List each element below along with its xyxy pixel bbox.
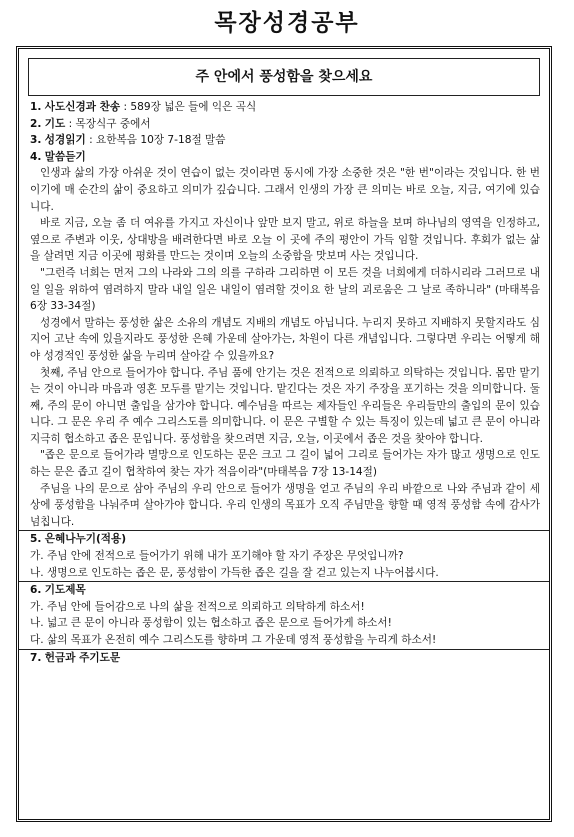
section-title: 은혜나누기(적용) [44, 533, 127, 546]
section-value: : 589장 넓은 들에 익은 곡식 [120, 101, 257, 113]
message-paragraph: 주님을 나의 문으로 삼아 주님의 우리 안으로 들어가 생명을 얻고 주님의 우리 바깥으로 나와 주님과 같이 세상에 풍성함을 나눠주며 살아가야 합니다. 우리 인생의 목표가 오직 주님만을 향할 때 영적 풍성함 속에 감사가 넘칩니다. [30, 482, 540, 528]
list-item: 나. 생명으로 인도하는 좁은 문, 풍성함이 가득한 좁은 길을 잘 걷고 있는지 나누어봅시다. [30, 566, 439, 579]
section-message-heading [30, 149, 540, 166]
application-questions [30, 548, 540, 581]
section-number: 2. [30, 117, 42, 130]
page-title: 목장성경공부 [214, 10, 360, 36]
section-title: 기도 [44, 117, 66, 130]
list-item: 가. 주님 안에 전적으로 들어가기 위해 내가 포기해야 할 자기 주장은 무엇입니까? [30, 550, 404, 563]
message-paragraph: 바로 지금, 오늘 좀 더 여유를 가지고 자신이나 앞만 보지 말고, 위로 하늘을 보며 하나님의 영역을 인정하고, 옆으로 주변과 이웃, 상대방을 배려한다면 바로 오늘 이 곳에 주의 평안이 가득 임할 것입니다. 후회가 없는 삶을 살려면 지금 이곳에 평화를 만드는 것이며 오늘의 소중함을 맛보며 사는 것입니다. [30, 217, 540, 263]
study-content [30, 99, 540, 666]
section-title: 말씀듣기 [44, 150, 86, 163]
sermon-title-box [28, 58, 540, 96]
section-number: 3. [30, 134, 42, 147]
section-number: 7. [30, 651, 42, 664]
section-number: 5. [30, 533, 42, 546]
scripture-quote: "좁은 문으로 들어가라 멸망으로 인도하는 문은 크고 그 길이 넓어 그리로 들어가는 자가 많고 생명으로 인도하는 문은 좁고 길이 협착하여 찾는 자가 적음이라"(마태복음 7장 13-14절) [30, 449, 540, 479]
section-title: 기도제목 [44, 584, 86, 597]
section-application-heading [30, 531, 540, 548]
section-number: 6. [30, 584, 42, 597]
section-title: 성경읽기 [44, 134, 86, 147]
study-sheet-frame [16, 46, 552, 822]
prayer-topics [30, 599, 540, 649]
message-paragraph: 성경에서 말하는 풍성한 삶은 소유의 개념도 지배의 개념도 아닙니다. 누리지 못하고 지배하지 못할지라도 심지어 고난 속에 있을지라도 풍성한 은혜 가운데 살아가는, 차원이 다른 개념입니다. 그렇다면 우리는 어떻게 해야 성경적인 풍성한 삶을 누리며 살아갈 수 있을까요? [30, 316, 540, 362]
list-item: 나. 넓고 큰 문이 아니라 풍성함이 있는 협소하고 좁은 문으로 들어가게 하소서! [30, 617, 392, 630]
section-number: 1. [30, 101, 42, 113]
section-scripture-reading [30, 132, 540, 149]
section-offering-heading [30, 650, 540, 667]
section-title: 헌금과 주기도문 [44, 651, 121, 664]
section-value: : 목장식구 중에서 [65, 117, 151, 130]
list-item: 가. 주님 안에 들어감으로 나의 삶을 전적으로 의뢰하고 의탁하게 하소서! [30, 600, 365, 613]
section-prayer-leader [30, 116, 540, 133]
section-title: 사도신경과 찬송 [44, 101, 121, 113]
scripture-quote: "그런즉 너희는 먼저 그의 나라와 그의 의를 구하라 그리하면 이 모든 것을 너희에게 더하시리라 그러므로 내일 일을 위하여 염려하지 말라 내일 일은 내일이 염려할 것이요 한 날의 괴로움은 그 날로 족하니라" (마태복음 6장 33-34절) [30, 266, 540, 313]
section-value: : 요한복음 10장 7-18절 말씀 [85, 134, 226, 147]
message-paragraph: 첫째, 주님 안으로 들어가야 합니다. 주님 품에 안기는 것은 전적으로 의뢰하고 의탁하는 것입니다. 몸만 맡기는 것이 아니라 마음과 영혼 모두를 맡기는 것입니다. 맡긴다는 것은 자기 주장을 포기하는 것을 의미합니다. 둘째, 주의 문이 아니면 출입을 삼가야 합니다. 예수님을 따르는 제자들인 우리들은 우리들만의 출입의 문이 있습니다. 그 문은 우리 주 예수 그리스도를 의미합니다. 이 문은 구별할 수 있는 특징이 있는데 넓고 큰 문이 아니라 지극히 협소하고 좁은 문입니다. 풍성함을 찾으려면 지금, 오늘, 이곳에서 좁은 것을 찾아야 합니다. [30, 366, 540, 445]
message-paragraph: 인생과 삶의 가장 아쉬운 것이 연습이 없는 것이라면 동시에 가장 소중한 것은 "한 번"이라는 것입니다. 한 번 이기에 매 순간의 삶이 중요하고 의미가 깊습니다. 그래서 인생의 가장 큰 의미는 바로 오늘, 지금, 여기에 있습니다. [30, 167, 540, 213]
section-prayer-topics-heading [30, 582, 540, 599]
section-number: 4. [30, 150, 42, 163]
sermon-title: 주 안에서 풍성함을 찾으세요 [195, 69, 373, 85]
section-hymn [30, 99, 540, 116]
list-item: 다. 삶의 목표가 온전히 예수 그리스도를 향하며 그 가운데 영적 풍성함을 누리게 하소서! [30, 634, 437, 646]
message-body [30, 165, 540, 530]
